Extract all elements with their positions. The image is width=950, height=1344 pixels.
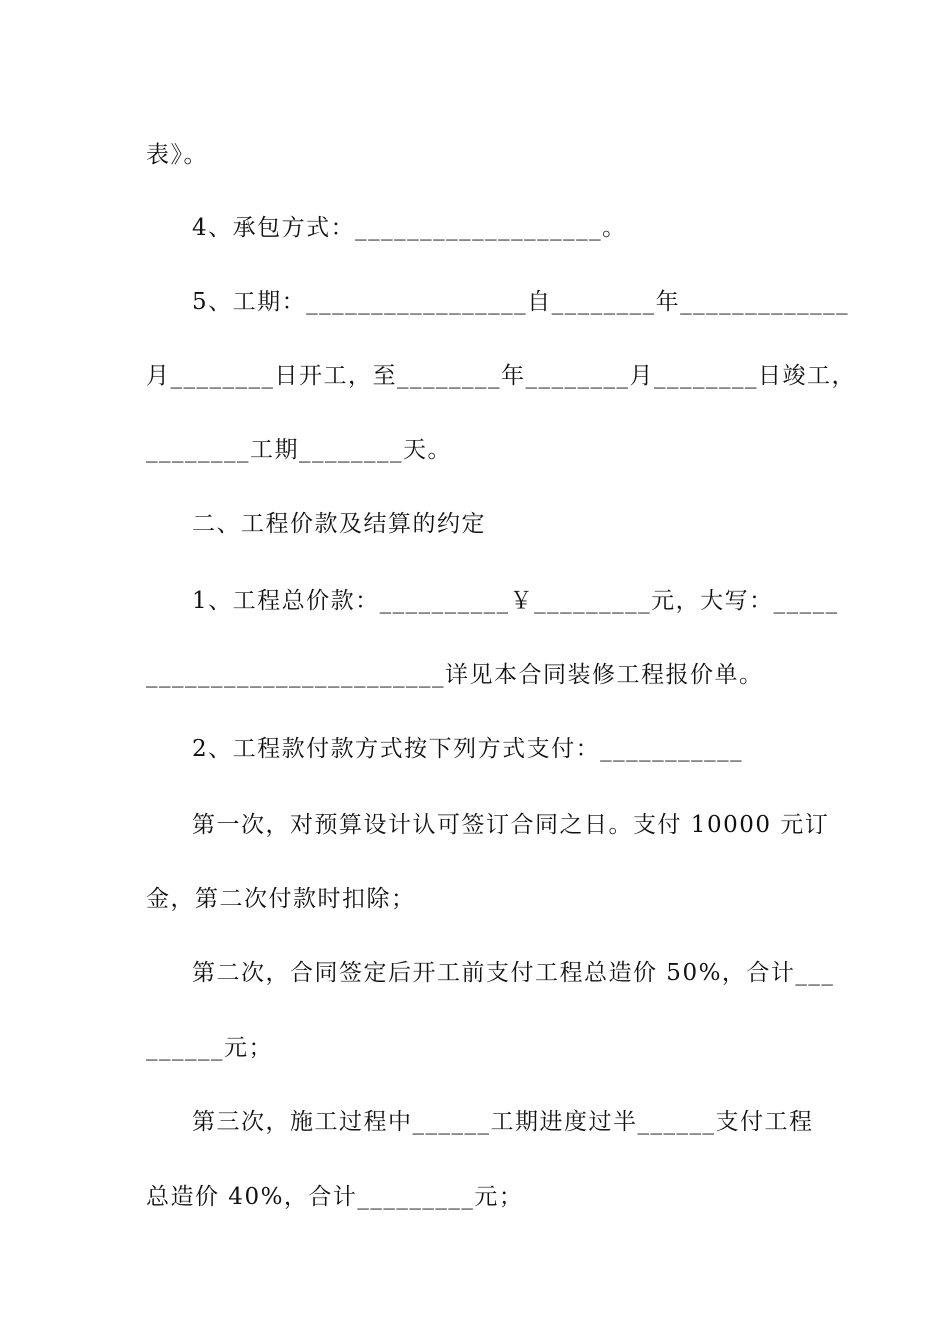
text-line-1: 表》。 [146, 142, 208, 168]
text-line-15: 总造价 40%，合计_________元； [146, 1184, 524, 1210]
text-line-9: 2、工程款付款方式按下列方式支付：___________ [192, 736, 744, 762]
text-line-12: 第二次，合同签定后开工前支付工程总造价 50%，合计___ [192, 960, 835, 986]
text-line-4: 月________日开工，至________年________月________日竣工， [146, 363, 856, 389]
text-line-5: ________工期________天。 [146, 437, 452, 463]
text-line-8: _______________________详见本合同装修工程报价单。 [146, 662, 764, 688]
text-line-10: 第一次，对预算设计认可签订合同之日。支付 10000 元订 [192, 812, 830, 838]
text-line-13: ______元； [146, 1035, 273, 1061]
text-line-11: 金，第二次付款时扣除； [146, 886, 416, 912]
section-heading-2: 二、工程价款及结算的约定 [192, 511, 486, 537]
text-line-3: 5、工期：_________________自________年_____________ [192, 289, 850, 315]
text-line-7: 1、工程总价款：__________￥_________元，大写：_____ [192, 588, 839, 614]
text-line-14: 第三次，施工过程中______工期进度过半______支付工程 [192, 1109, 814, 1135]
text-line-2: 4、承包方式：___________________。 [192, 215, 627, 241]
